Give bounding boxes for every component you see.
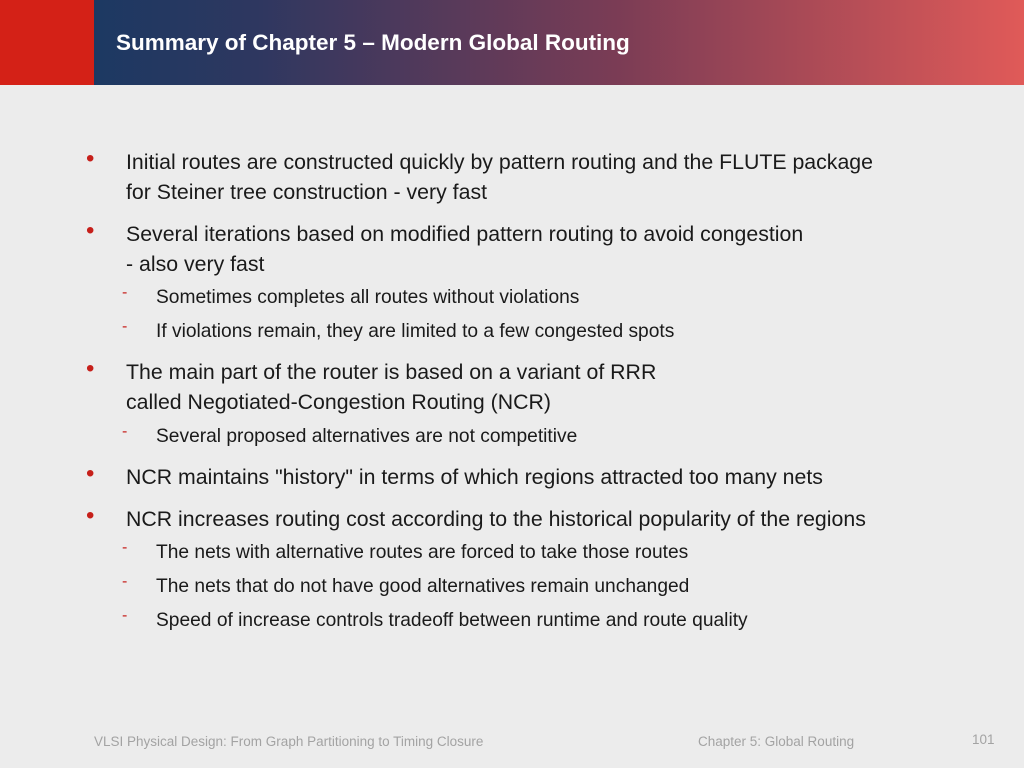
- bullet-text: The main part of the router is based on a variant of RRR: [126, 360, 657, 384]
- bullet-text: Several iterations based on modified pattern routing to avoid congestion: [126, 222, 804, 246]
- bullet-text: for Steiner tree construction - very fast: [126, 179, 488, 204]
- bullet-dot-icon: •: [86, 460, 95, 487]
- sub-bullet-text: Speed of increase controls tradeoff between runtime and route quality: [156, 610, 748, 631]
- bullet-text: NCR increases routing cost according to the historical popularity of the regions: [126, 507, 866, 531]
- bullet-dot-icon: •: [86, 217, 95, 244]
- bullet-text: called Negotiated-Congestion Routing (NCR): [126, 389, 551, 414]
- bullet-text: Initial routes are constructed quickly by pattern routing and the FLUTE package: [126, 150, 873, 174]
- sub-bullet-text: Several proposed alternatives are not competitive: [156, 426, 578, 447]
- sub-bullet-text: The nets with alternative routes are forced to take those routes: [156, 542, 689, 563]
- bullet-text: NCR maintains "history" in terms of which regions attracted too many nets: [126, 465, 823, 489]
- sub-bullet-item: [122, 573, 1006, 599]
- dash-icon: -: [122, 539, 128, 556]
- slide-title: Summary of Chapter 5 – Modern Global Routing: [116, 30, 630, 55]
- dash-icon: -: [122, 284, 128, 301]
- bullet-item: [86, 217, 1006, 279]
- sub-bullet-text: Sometimes completes all routes without violations: [156, 287, 580, 308]
- bullet-item: [86, 145, 1006, 207]
- sub-bullet-item: [122, 607, 1006, 633]
- dash-icon: -: [122, 607, 128, 624]
- bullet-dot-icon: •: [86, 502, 95, 529]
- dash-icon: -: [122, 573, 128, 590]
- footer-chapter: Chapter 5: Global Routing: [698, 734, 855, 749]
- sub-bullet-text: If violations remain, they are limited to a few congested spots: [156, 321, 675, 342]
- sub-bullet-item: [122, 539, 1006, 565]
- sub-bullet-item: [122, 284, 1006, 310]
- footer-course-title: VLSI Physical Design: From Graph Partitioning to Timing Closure: [94, 734, 484, 749]
- sub-bullet-item: [122, 318, 1006, 344]
- bullet-text: - also very fast: [126, 251, 265, 276]
- dash-icon: -: [122, 423, 128, 440]
- page-number: 101: [972, 732, 995, 747]
- bullet-dot-icon: •: [86, 355, 95, 382]
- bullet-item: [86, 502, 1006, 535]
- bullet-dot-icon: •: [86, 145, 95, 172]
- sub-bullet-item: [122, 423, 1006, 449]
- dash-icon: -: [122, 318, 128, 335]
- bullet-item: [86, 355, 1006, 417]
- sub-bullet-text: The nets that do not have good alternatives remain unchanged: [156, 576, 690, 597]
- bullet-item: [86, 460, 1006, 493]
